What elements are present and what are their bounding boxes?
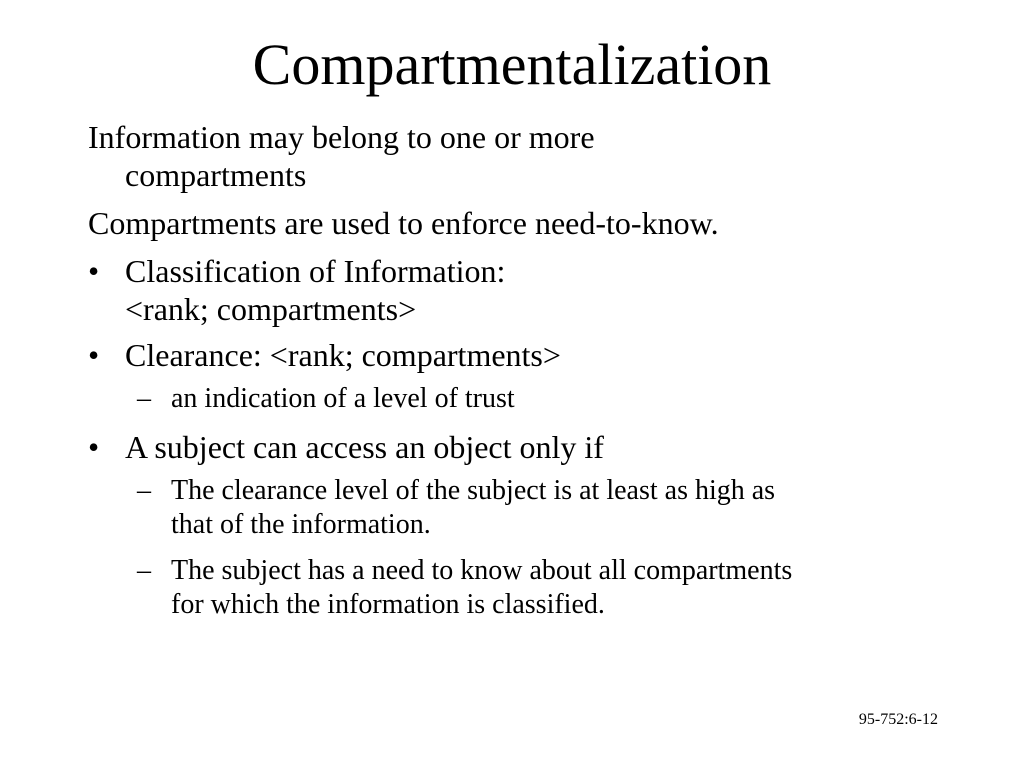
sub-bullet-trust: [88, 382, 948, 416]
sub-bullet-text: an indication of a level of trust: [171, 383, 515, 414]
bullet-access-rule: [88, 428, 948, 466]
slide-body: [88, 118, 948, 634]
bullet-classification: [88, 252, 948, 328]
sub-bullet-text-line-2: that of the information.: [171, 509, 431, 540]
sub-bullet-text-line-1: The clearance level of the subject is at least as high as: [171, 475, 776, 506]
dash-mark: –: [137, 475, 151, 506]
sub-bullet-text-line-1: The subject has a need to know about all compartments: [171, 555, 793, 586]
bullet-mark: •: [88, 337, 100, 373]
sub-bullet-need-to-know: [88, 554, 948, 622]
sub-bullet-text-line-2: for which the information is classified.: [171, 589, 605, 620]
bullet-text: Clearance: <rank; compartments>: [125, 337, 561, 373]
bullet-mark: •: [88, 429, 100, 465]
bullet-mark: •: [88, 253, 100, 289]
bullet-clearance: [88, 336, 948, 374]
bullet-text-line-1: Classification of Information:: [125, 253, 506, 289]
slide-title: Compartmentalization: [252, 32, 772, 97]
paragraph-need-to-know: Compartments are used to enforce need-to-know.: [88, 205, 719, 241]
bullet-text-line-2: <rank; compartments>: [125, 291, 417, 327]
paragraph-line-2: compartments: [125, 157, 307, 193]
dash-mark: –: [137, 555, 151, 586]
dash-mark: –: [137, 383, 151, 414]
bullet-text: A subject can access an object only if: [125, 429, 604, 465]
paragraph-information-compartments: [88, 118, 948, 194]
slide-number: 95-752:6-12: [858, 711, 938, 728]
paragraph-line-1: Information may belong to one or more: [88, 119, 595, 155]
sub-bullet-clearance-level: [88, 474, 948, 542]
